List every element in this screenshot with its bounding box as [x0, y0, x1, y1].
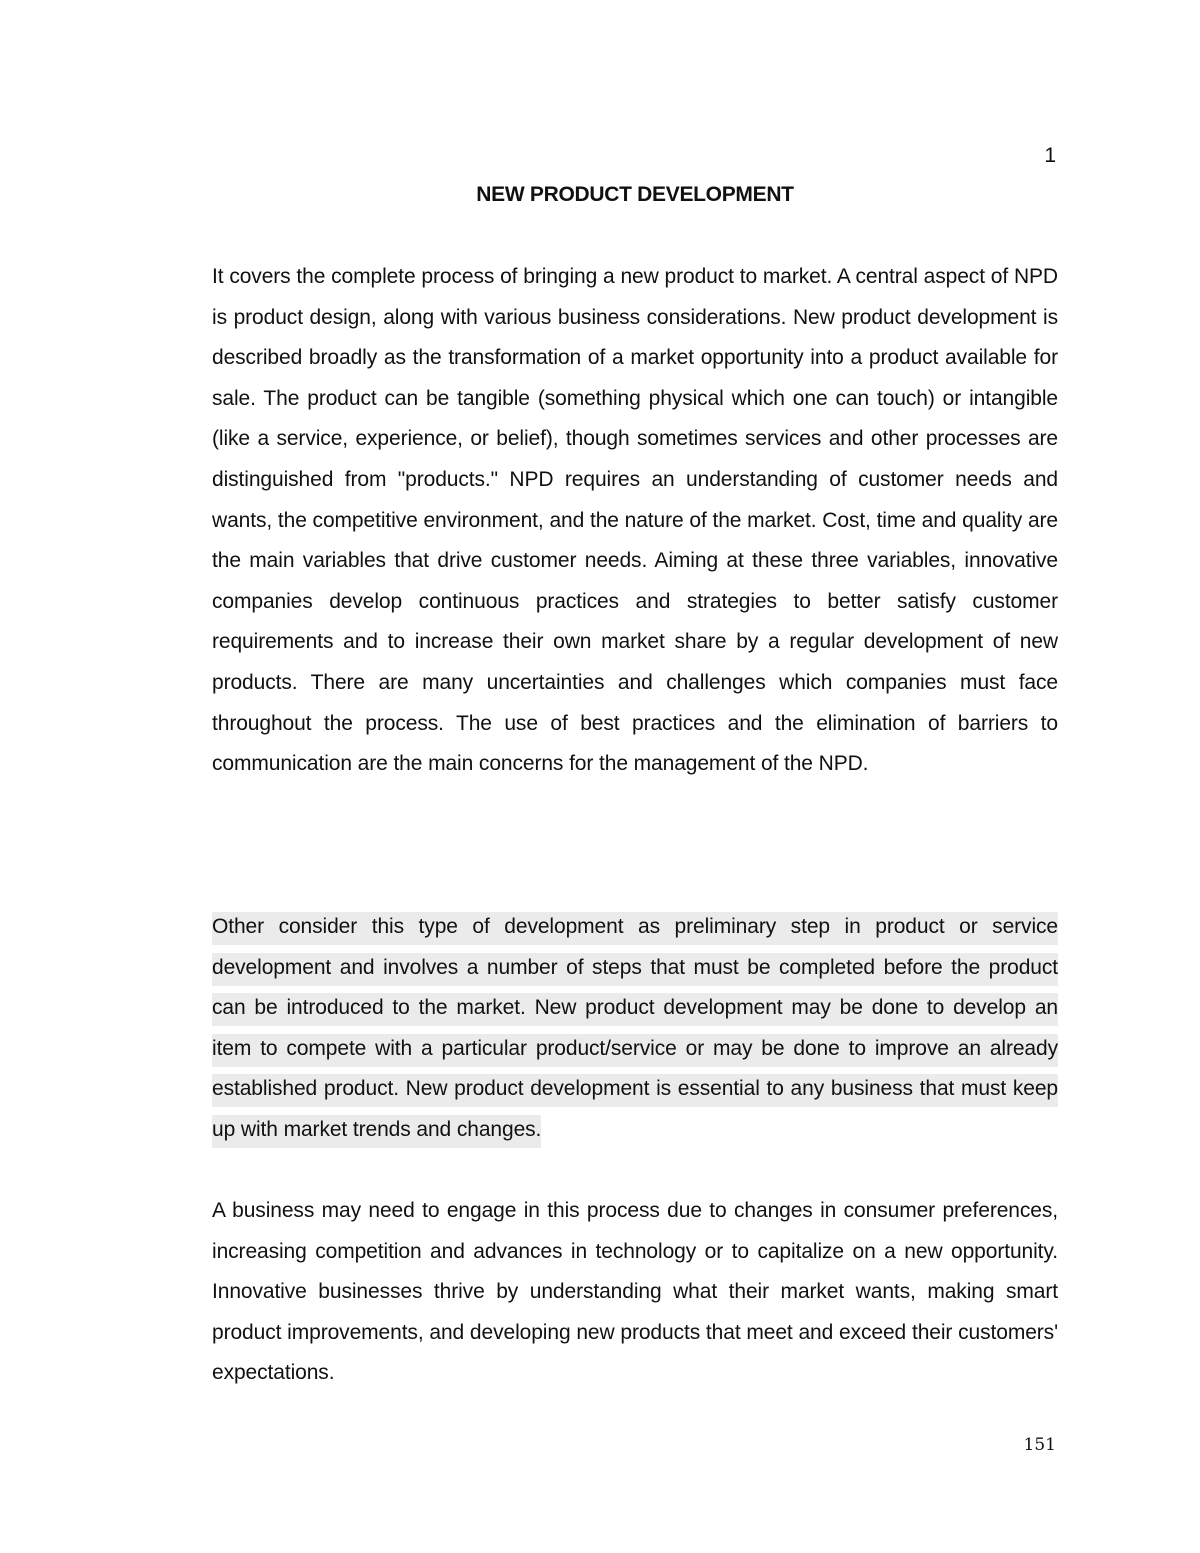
paragraph-intro	[212, 257, 1058, 785]
paragraph-business	[212, 1191, 1058, 1394]
page-number-top: 1	[1044, 144, 1056, 167]
paragraph-intro-text: It covers the complete process of bringing a new product to market. A central aspect of NPD is product design, along with various business considerations. New product development is described broadly as the transformation of a market opportunity into a product available for sale. The product can be tangible (something physical which one can touch) or intangible (like a service, experience, or belief), though sometimes services and other processes are distinguished from "products." NPD requires an understanding of customer needs and wants, the competitive environment, and the nature of the market. Cost, time and quality are the main variables that drive customer needs. Aiming at these three variables, innovative companies develop continuous practices and strategies to better satisfy customer requirements and to increase their own market share by a regular development of new products. There are many uncertainties and challenges which companies must face throughout the process. The use of best practices and the elimination of barriers to communication are the main concerns for the management of the NPD.	[212, 265, 1058, 776]
paragraph-highlighted-text: Other consider this type of development as preliminary step in product or service development and involves a number of steps that must be completed before the product can be introduced to the market. New product development may be done to develop an item to compete with a particular product/service or may be done to improve an already established product. New product development is essential to any business that must keep up with market trends and changes.	[212, 912, 1058, 1148]
page-number-bottom: 151	[1023, 1435, 1056, 1455]
paragraph-business-text: A business may need to engage in this process due to changes in consumer preferences, increasing competition and advances in technology or to capitalize on a new opportunity. Innovative businesses thrive by understanding what their market wants, making smart product improvements, and developing new products that meet and exceed their customers' expectations.	[212, 1199, 1058, 1385]
paragraph-highlighted	[212, 907, 1058, 1151]
document-title: NEW PRODUCT DEVELOPMENT	[476, 183, 794, 206]
